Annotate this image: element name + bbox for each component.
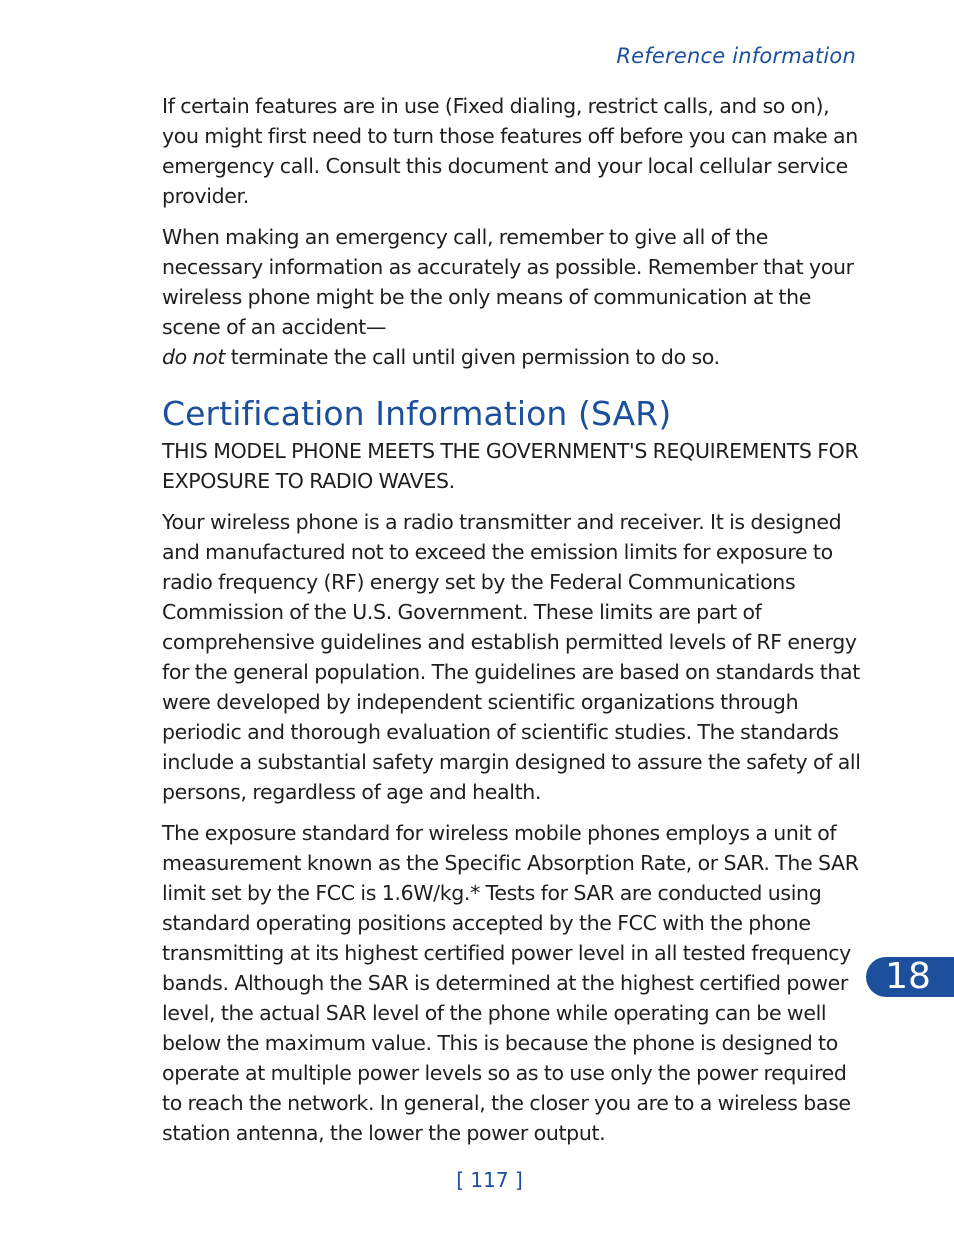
paragraph-emergency-call — [162, 222, 862, 372]
emergency-tail: terminate the call until given permission to do so. — [225, 345, 720, 369]
page-content — [162, 91, 862, 1159]
running-head: Reference information — [616, 44, 856, 68]
page-number: [ 117 ] — [456, 1168, 523, 1192]
chapter-tab: 18 — [866, 957, 954, 997]
emergency-text: When making an emergency call, remember to give all of the necessary information as accurately as possible. Remember that your wireless phone might be the only means of communication at the scene of an accident— — [162, 225, 854, 339]
paragraph-sar-standard: The exposure standard for wireless mobile phones employs a unit of measurement known as the Specific Absorption Rate, or SAR. The SAR limit set by the FCC is 1.6W/kg.* Tests for SAR are conducted using standard operating positions accepted by the FCC with the phone transmitting at its highest certified power level in all tested frequency bands. Although the SAR is determined at the highest certified power level, the actual SAR level of the phone while operating can be well below the maximum value. This is because the phone is designed to operate at multiple power levels so as to use only the power required to reach the network. In general, the closer you are to a wireless base station antenna, the lower the power output. — [162, 821, 859, 1145]
emphasis-do-not: do not — [162, 345, 226, 369]
paragraph-rf-exposure: Your wireless phone is a radio transmitter and receiver. It is designed and manufactured not to exceed the emission limits for exposure to radio frequency (RF) energy set by the Federal Communications Commission of the U.S. Government. These limits are part of comprehensive guidelines and establish permitted levels of RF energy for the general population. The guidelines are based on standards that were developed by independent scientific organizations through periodic and thorough evaluation of scientific studies. The standards include a substantial safety margin designed to assure the safety of all persons, regardless of age and health. — [162, 510, 861, 804]
paragraph-fixed-dialing: If certain features are in use (Fixed dialing, restrict calls, and so on), you might first need to turn those features off before you can make an emergency call. Consult this document and your local cellular service provider. — [162, 94, 858, 208]
caps-statement: THIS MODEL PHONE MEETS THE GOVERNMENT'S REQUIREMENTS FOR EXPOSURE TO RADIO WAVES. — [162, 439, 859, 493]
section-title: Certification Information (SAR) — [162, 394, 672, 433]
